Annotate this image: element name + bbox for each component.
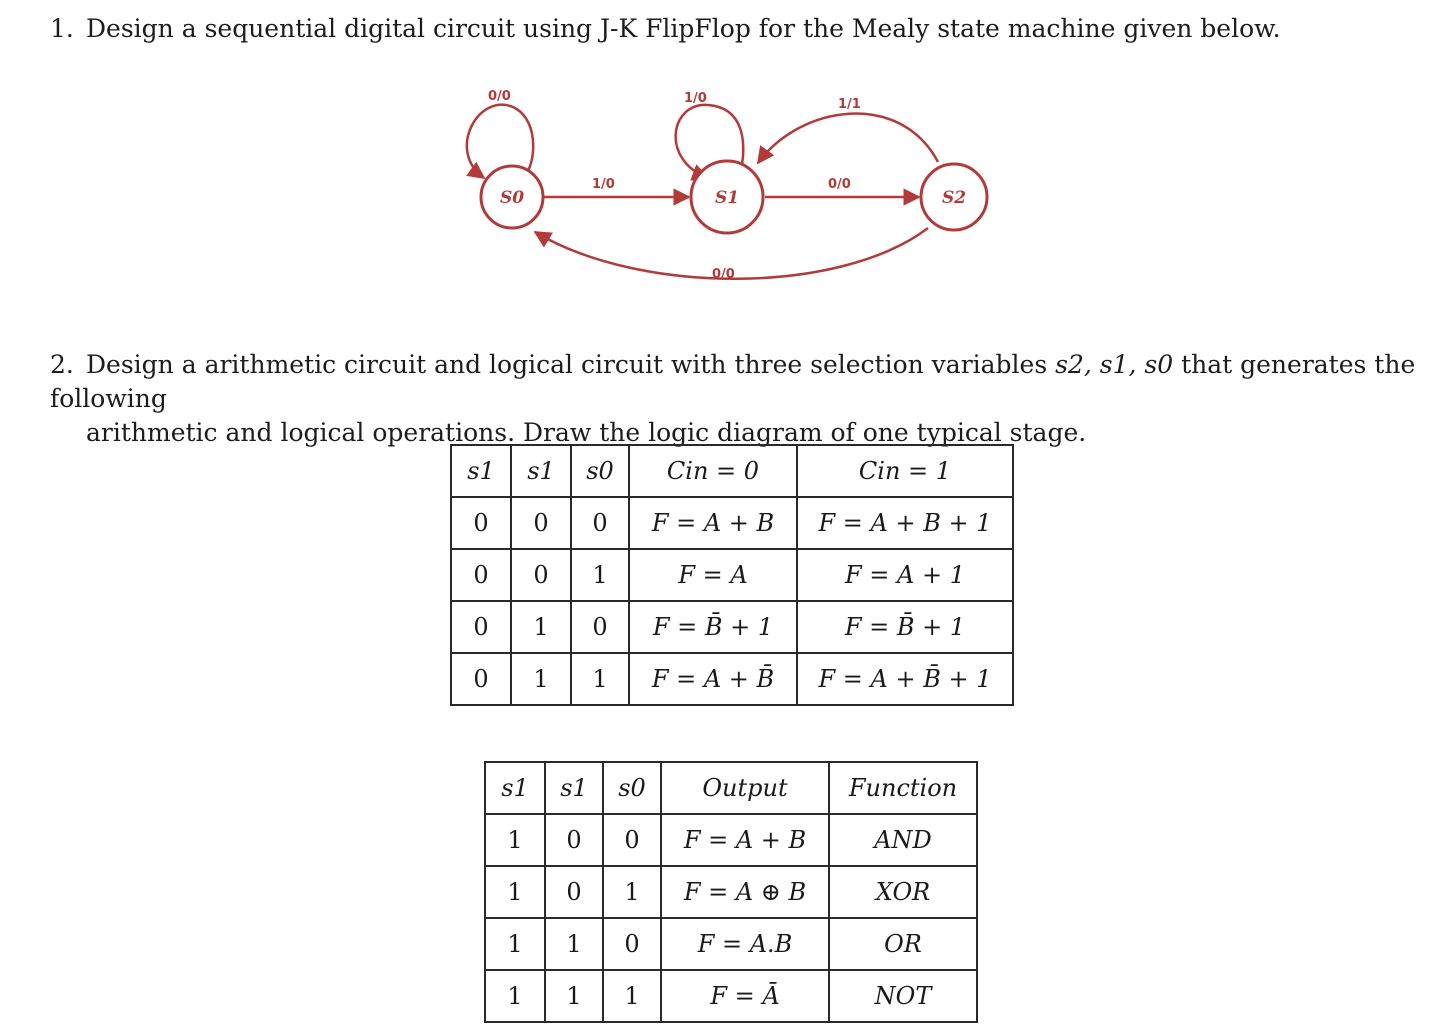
table-cell: 1 (511, 653, 571, 705)
mealy-state-diagram (440, 80, 1020, 300)
table-cell: 1 (571, 549, 629, 601)
table-row (451, 497, 1013, 549)
table-cell: OR (829, 918, 977, 970)
edge-s2-s1 (758, 114, 938, 163)
question-2-number: 2. (50, 350, 74, 379)
header-cell: s0 (571, 445, 629, 497)
table-cell: 0 (571, 601, 629, 653)
table-cell: 0 (603, 814, 661, 866)
table-cell: 0 (451, 653, 511, 705)
table-row (451, 653, 1013, 705)
table-row (485, 918, 977, 970)
table-row (451, 549, 1013, 601)
table-cell: 0 (603, 918, 661, 970)
table-cell: 1 (485, 970, 545, 1022)
table-cell: 1 (485, 866, 545, 918)
state-s0 (481, 166, 543, 228)
state-s2 (921, 164, 987, 230)
table-cell: F = A + B̄ (629, 653, 797, 705)
table-cell: 0 (545, 866, 603, 918)
header-cell: s1 (545, 762, 603, 814)
arithmetic-table (450, 444, 1014, 706)
table-cell: NOT (829, 970, 977, 1022)
header-cell: Output (661, 762, 829, 814)
header-cell: Function (829, 762, 977, 814)
table-row (485, 970, 977, 1022)
question-1-text: Design a sequential digital circuit using J-K FlipFlop for the Mealy state machine given below. (86, 14, 1281, 43)
header-cell: Cin = 0 (629, 445, 797, 497)
question-2-line2: arithmetic and logical operations. Draw the logic diagram of one typical stage. (86, 418, 1087, 447)
table-cell: 0 (451, 549, 511, 601)
label-s1-self: 1/0 (684, 91, 707, 106)
header-cell: s1 (451, 445, 511, 497)
table-cell: F = A.B (661, 918, 829, 970)
table-cell: 0 (511, 549, 571, 601)
question-1-number: 1. (50, 14, 74, 43)
table-cell: F = A + B (661, 814, 829, 866)
table-cell: F = A (629, 549, 797, 601)
table-cell: 0 (451, 601, 511, 653)
table-cell: 0 (511, 497, 571, 549)
state-s1-label: S1 (714, 188, 740, 208)
table-cell: AND (829, 814, 977, 866)
logic-table-header (485, 762, 977, 814)
question-2-line1-prefix: Design a arithmetic circuit and logical circuit with three selection variables (86, 350, 1048, 379)
label-s2-s0: 0/0 (712, 267, 735, 282)
header-cell: s1 (511, 445, 571, 497)
table-row (485, 866, 977, 918)
table-cell: 0 (545, 814, 603, 866)
table-cell: 1 (603, 866, 661, 918)
table-cell: 1 (545, 918, 603, 970)
header-cell: s0 (603, 762, 661, 814)
table-cell: F = A + B + 1 (797, 497, 1013, 549)
state-s2-label: S2 (941, 188, 967, 208)
question-1 (50, 12, 1281, 46)
table-cell: F = Ā (661, 970, 829, 1022)
table-cell: F = A + B̄ + 1 (797, 653, 1013, 705)
table-cell: F = B̄ + 1 (797, 601, 1013, 653)
question-2 (50, 348, 1440, 450)
table-row (485, 814, 977, 866)
table-cell: F = A ⊕ B (661, 866, 829, 918)
table-row (451, 601, 1013, 653)
header-cell: Cin = 1 (797, 445, 1013, 497)
state-s0-label: S0 (499, 188, 525, 208)
table-cell: 1 (571, 653, 629, 705)
table-cell: 0 (571, 497, 629, 549)
header-cell: s1 (485, 762, 545, 814)
table-cell: 1 (603, 970, 661, 1022)
table-cell: 1 (485, 918, 545, 970)
table-cell: 1 (511, 601, 571, 653)
table-cell: F = B̄ + 1 (629, 601, 797, 653)
table-cell: 1 (485, 814, 545, 866)
label-s1-s2: 0/0 (828, 177, 851, 192)
table-cell: 0 (451, 497, 511, 549)
table-cell: 1 (545, 970, 603, 1022)
label-s2-s1: 1/1 (838, 97, 861, 112)
table-cell: XOR (829, 866, 977, 918)
arithmetic-table-header (451, 445, 1013, 497)
label-s0-self: 0/0 (488, 89, 511, 104)
table-cell: F = A + 1 (797, 549, 1013, 601)
label-s0-s1: 1/0 (592, 177, 615, 192)
table-cell: F = A + B (629, 497, 797, 549)
state-s1 (691, 161, 763, 233)
logic-table (484, 761, 978, 1023)
question-2-line1-suffix: that generates the following (50, 350, 1416, 413)
question-2-selection-vars: s2, s1, s0 (1055, 350, 1174, 379)
